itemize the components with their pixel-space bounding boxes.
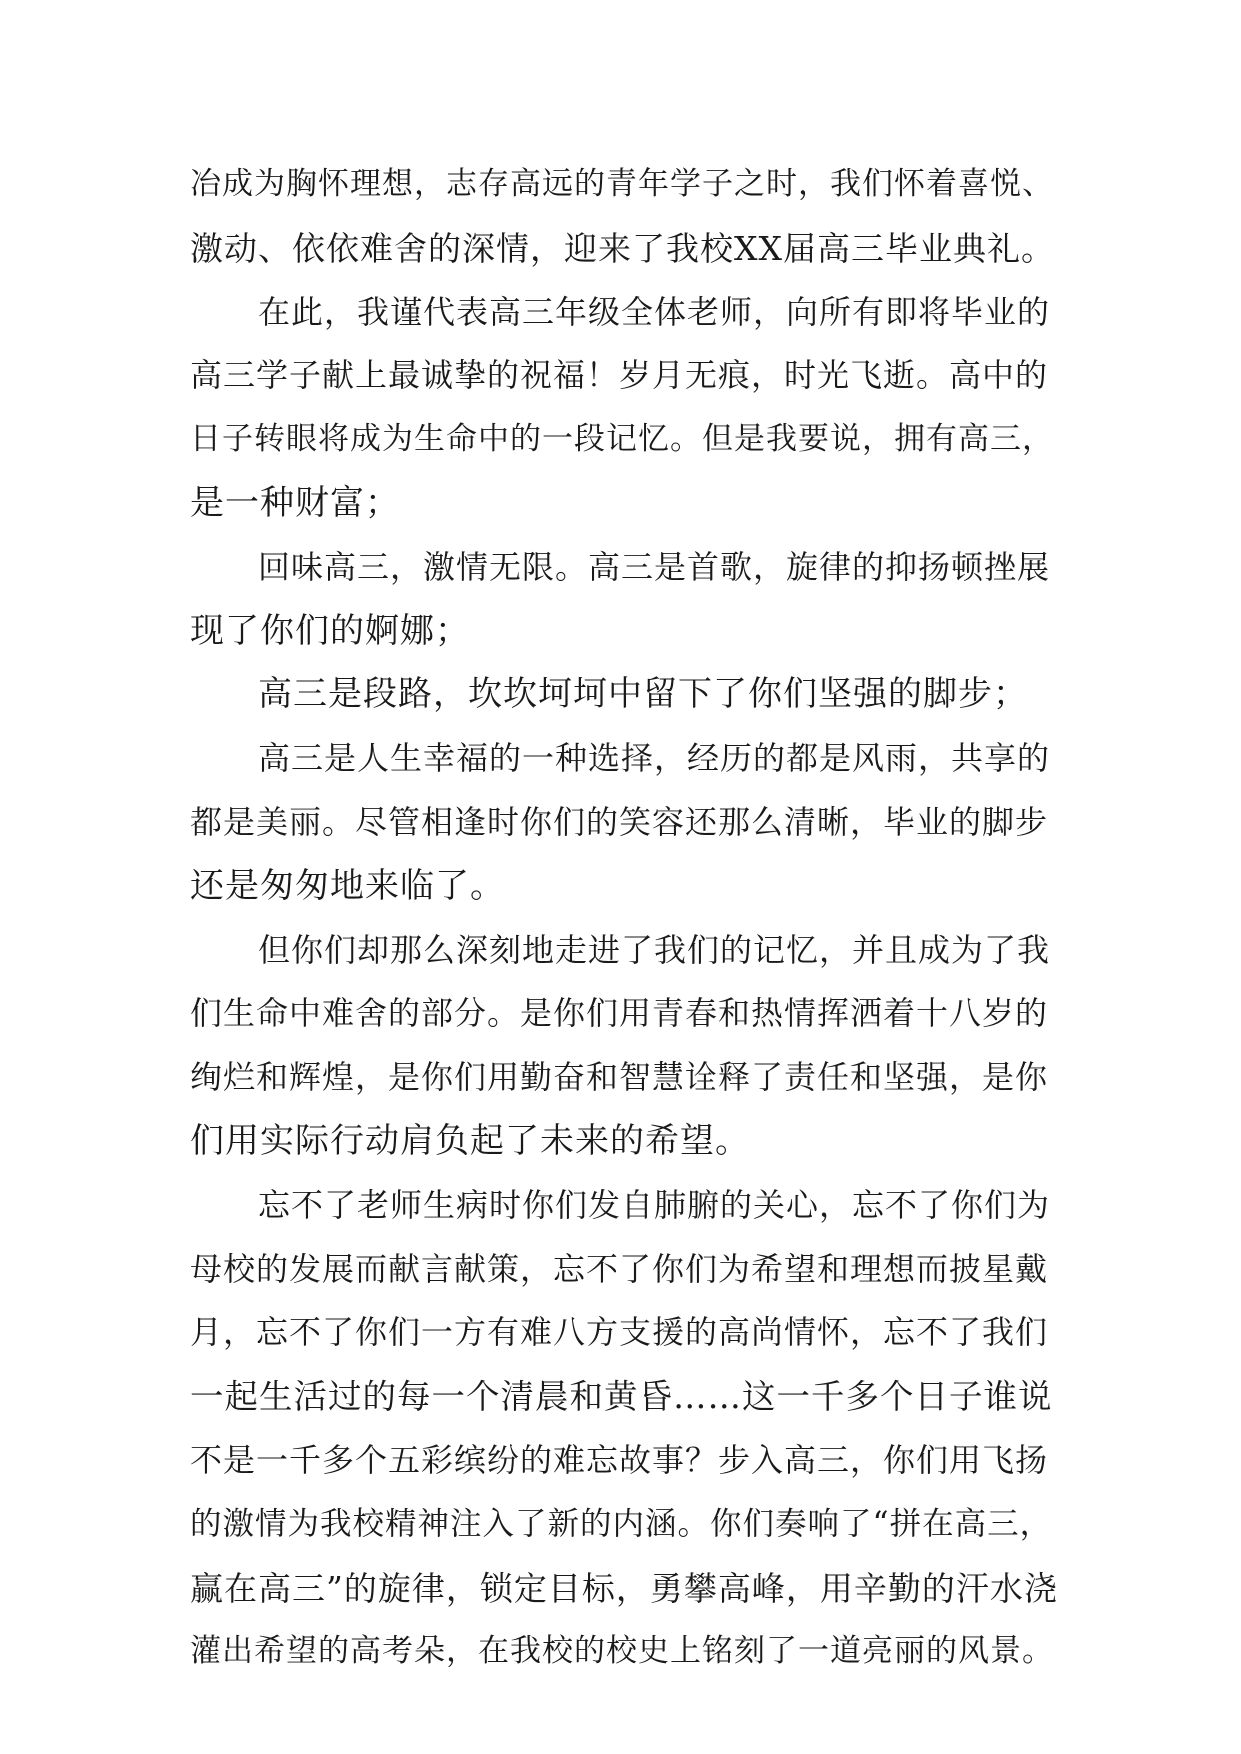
text-line: 们用实际行动肩负起了未来的希望。 [190, 1120, 750, 1161]
body-text [190, 153, 1060, 1684]
text-line: 冶成为胸怀理想，志存高远的青年学子之时，我们怀着喜悦、 [190, 166, 1054, 202]
text-line: 赢在高三”的旋律，锁定目标，勇攀高峰，用辛勤的汗水浇 [190, 1568, 1058, 1608]
text-line: 灌出希望的高考朵，在我校的校史上铭刻了一道亮丽的风景。 [190, 1633, 1054, 1670]
text-line: 们生命中难舍的部分。是你们用青春和热情挥洒着十八岁的 [190, 994, 1049, 1033]
paragraph-first-line: 高三是人生幸福的一种选择，经历的都是风雨，共享的 [258, 739, 1051, 778]
text-line: 高三学子献上最诚挚的祝福！岁月无痕，时光飞逝。高中的 [190, 356, 1049, 395]
text-line: 还是匆匆地来临了。 [190, 865, 505, 906]
text-line: 都是美丽。尽管相逢时你们的笑容还那么清晰，毕业的脚步 [190, 802, 1049, 841]
paragraph-first-line: 高三是段路，坎坎坷坷中留下了你们坚强的脚步； [258, 674, 1028, 715]
text-line: 绚烂和辉煌，是你们用勤奋和智慧诠释了责任和坚强，是你 [190, 1058, 1049, 1097]
text-line: 日子转眼将成为生命中的一段记忆。但是我要说，拥有高三， [190, 421, 1054, 458]
paragraph-first-line: 忘不了老师生病时你们发自肺腑的关心，忘不了你们为 [258, 1185, 1051, 1224]
text-line: 是一种财富； [190, 482, 400, 523]
text-line: 的激情为我校精神注入了新的内涵。你们奏响了“拼在高三， [190, 1505, 1053, 1542]
text-line: 月，忘不了你们一方有难八方支援的高尚情怀，忘不了我们 [190, 1313, 1049, 1352]
paragraph-first-line: 回味高三，激情无限。高三是首歌，旋律的抑扬顿挫展 [258, 547, 1051, 586]
text-line: 母校的发展而献言献策，忘不了你们为希望和理想而披星戴 [190, 1249, 1049, 1288]
text-line: 一起生活过的每一个清晨和黄昏……这一千多个日子谁说 [190, 1377, 1053, 1417]
text-line: 不是一千多个五彩缤纷的难忘故事？步入高三，你们用飞扬 [190, 1440, 1049, 1479]
paragraph-first-line: 但你们却那么深刻地走进了我们的记忆，并且成为了我 [258, 930, 1051, 969]
paragraph-first-line: 在此，我谨代表高三年级全体老师，向所有即将毕业的 [258, 292, 1051, 331]
text-line: 激动、依依难舍的深情，迎来了我校XX届高三毕业典礼。 [190, 228, 1055, 268]
text-line: 现了你们的婀娜； [190, 610, 470, 651]
